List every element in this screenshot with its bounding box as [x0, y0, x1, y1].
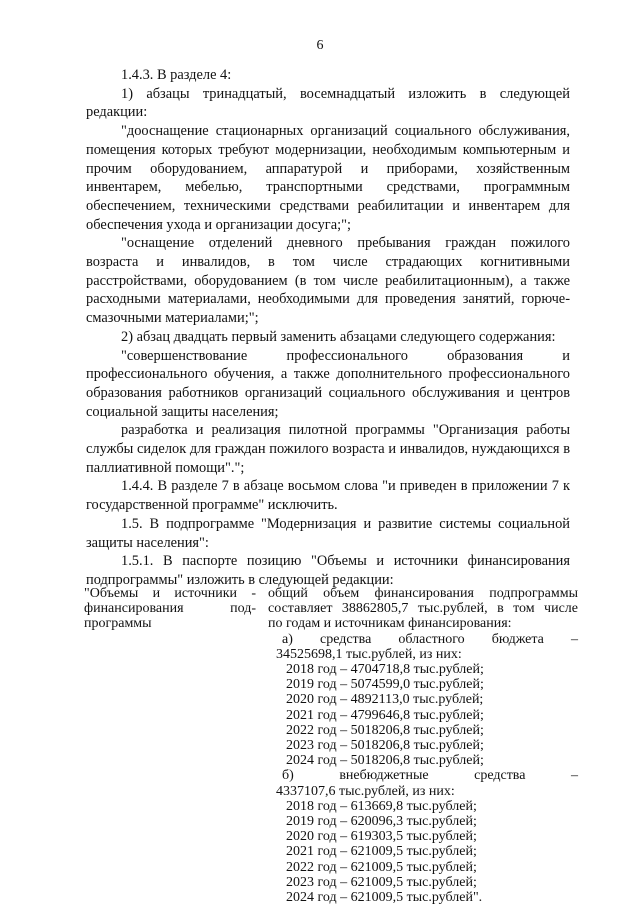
regional-budget-total: 34525698,1 тыс.рублей, из них:: [276, 646, 462, 662]
financing-label-line: программы: [84, 616, 152, 632]
regional-budget-heading: а) средства областного бюджета –: [282, 631, 578, 647]
extrabudget-year-row: 2021 год – 621009,5 тыс.рублей;: [286, 844, 477, 860]
financing-total-line: составляет 38862805,7 тыс.рублей, в том числе: [268, 601, 578, 617]
extrabudget-heading: б) внебюджетные средства –: [282, 768, 578, 784]
extrabudget-year-row: 2024 год – 621009,5 тыс.рублей".: [286, 890, 483, 905]
regional-year-row: 2020 год – 4892113,0 тыс.рублей;: [286, 692, 484, 708]
financing-table: [84, 586, 584, 905]
paragraph-section-4: 1.4.3. В разделе 4:: [121, 67, 232, 83]
paragraph-passport: 1.5.1. В паспорте позицию "Объемы и источники финансирования подпрограммы" изложить в следующей редакции:: [86, 553, 570, 588]
paragraph-item-2: 2) абзац двадцать первый заменить абзацами следующего содержания:: [121, 328, 556, 345]
financing-value-cell: [268, 586, 578, 905]
regional-year-row: 2022 год – 5018206,8 тыс.рублей;: [286, 722, 484, 738]
page-number: 6: [316, 38, 324, 53]
regional-year-row: 2018 год – 4704718,8 тыс.рублей;: [286, 662, 484, 678]
paragraph-quote-equipment: "дооснащение стационарных организаций социального обслуживания, помещения которых требуют модернизации, необходимым компьютерным и прочим оборудованием, аппаратурой и приборами, хозяйственным инвентарем, мебелью, транспортными средствами, программным обеспечением, техническими средствами реабилитации и инвентарем для обеспечения ухода и организации досуга;";: [86, 123, 570, 233]
paragraph-section-7: 1.4.4. В разделе 7 в абзаце восьмом слова "и приведен в приложении 7 к государственной программе" исключить.: [86, 478, 570, 514]
financing-label-line: финансирования под-: [84, 601, 256, 617]
document-body: [86, 66, 570, 590]
extrabudget-year-row: 2018 год – 613669,8 тыс.рублей;: [286, 798, 477, 814]
extrabudget-year-row: 2020 год – 619303,5 тыс.рублей;: [286, 829, 477, 845]
extrabudget-year-row: 2019 год – 620096,3 тыс.рублей;: [286, 814, 477, 830]
paragraph-subprogram: 1.5. В подпрограмме "Модернизация и развитие системы социальной защиты населения":: [86, 515, 570, 551]
financing-label-cell: [84, 586, 256, 905]
regional-year-row: 2019 год – 5074599,0 тыс.рублей;: [286, 677, 484, 693]
regional-year-row: 2021 год – 4799646,8 тыс.рублей;: [286, 707, 484, 723]
paragraph-quote-education: "совершенствование профессионального образования и профессионального обучения, а также дополнительного профессионального образования работников организаций социального обслуживания и центров социальной защиты населения;: [86, 347, 570, 420]
financing-total-line: по годам и источникам финансирования:: [268, 616, 512, 632]
paragraph-item-1: 1) абзацы тринадцатый, восемнадцатый изложить в следующей редакции:: [86, 85, 570, 121]
financing-label-line: "Объемы и источники -: [84, 586, 256, 601]
financing-total-line: общий объем финансирования подпрограммы: [268, 586, 578, 601]
paragraph-quote-day-care: "оснащение отделений дневного пребывания граждан пожилого возраста и инвалидов, в том числе страдающих когнитивными расстройствами, оборудованием (в том числе реабилитационным), а также расходными материалами, необходимыми для проведения занятий, горюче-смазочными материалами;";: [86, 235, 570, 327]
paragraph-pilot-program: разработка и реализация пилотной программы "Организация работы службы сиделок для граждан пожилого возраста и инвалидов, нуждающихся в паллиативной помощи".";: [86, 422, 570, 476]
extrabudget-total: 4337107,6 тыс.рублей, из них:: [276, 783, 455, 799]
regional-year-row: 2024 год – 5018206,8 тыс.рублей;: [286, 753, 484, 769]
extrabudget-year-row: 2023 год – 621009,5 тыс.рублей;: [286, 874, 477, 890]
extrabudget-year-row: 2022 год – 621009,5 тыс.рублей;: [286, 859, 477, 875]
regional-year-row: 2023 год – 5018206,8 тыс.рублей;: [286, 738, 484, 754]
